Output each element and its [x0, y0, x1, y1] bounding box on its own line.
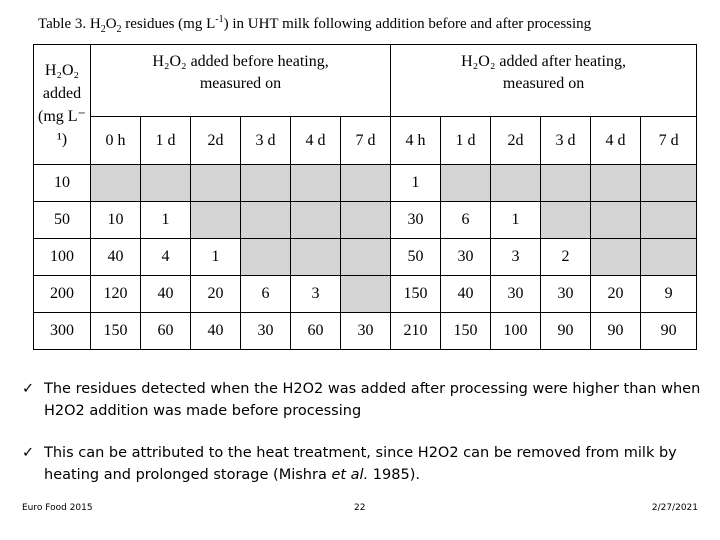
checkmark-icon: ✓ — [22, 445, 35, 461]
table-cell — [191, 202, 241, 239]
sub-header-before: 2d — [191, 117, 241, 165]
sub-header-before: 0 h — [91, 117, 141, 165]
table-cell: 30 — [391, 202, 441, 239]
bullet-text: This can be attributed to the heat treatment, since H2O2 can be removed from milk by heating and prolonged storage (Mishra et al. 1985). — [44, 445, 677, 483]
table-cell: 90 — [541, 313, 591, 350]
table-cell — [141, 165, 191, 202]
table-cell — [341, 202, 391, 239]
table-cell: 90 — [641, 313, 697, 350]
table-cell: 1 — [141, 202, 191, 239]
table-cell: 6 — [241, 276, 291, 313]
table-cell: 90 — [591, 313, 641, 350]
table-cell — [641, 202, 697, 239]
sub-header-after: 4 h — [391, 117, 441, 165]
table-cell: 40 — [441, 276, 491, 313]
table-cell: 6 — [441, 202, 491, 239]
table-cell — [641, 239, 697, 276]
table-cell — [491, 165, 541, 202]
table-cell: 150 — [441, 313, 491, 350]
table-cell: 1 — [391, 165, 441, 202]
footer-date: 2/27/2021 — [651, 503, 698, 513]
row-label: 10 — [34, 165, 91, 202]
table-cell: 40 — [141, 276, 191, 313]
table-cell — [191, 165, 241, 202]
table-row — [34, 276, 697, 313]
row-label: 300 — [34, 313, 91, 350]
sub-header-after: 1 d — [441, 117, 491, 165]
table-cell: 20 — [191, 276, 241, 313]
row-label: 100 — [34, 239, 91, 276]
table-cell: 50 — [391, 239, 441, 276]
table-cell — [341, 165, 391, 202]
sub-header-after: 4 d — [591, 117, 641, 165]
table-row — [34, 313, 697, 350]
table-caption: Table 3. $H_2O_2$ residues (mg $L^{-1}$) in UHT milk following addition before and after processing — [38, 14, 592, 35]
table-cell: 10 — [91, 202, 141, 239]
table-cell — [591, 239, 641, 276]
table-cell: 150 — [91, 313, 141, 350]
footer-left: Euro Food 2015 — [22, 503, 93, 513]
table-cell: 30 — [341, 313, 391, 350]
table-cell — [91, 165, 141, 202]
table-cell: 210 — [391, 313, 441, 350]
table-cell — [591, 165, 641, 202]
table-row — [34, 165, 697, 202]
sub-header-before: 1 d — [141, 117, 191, 165]
table-cell: 3 — [491, 239, 541, 276]
bullet-item — [22, 378, 712, 422]
table-cell: 4 — [141, 239, 191, 276]
table-cell: 2 — [541, 239, 591, 276]
table-cell — [291, 202, 341, 239]
table-cell — [541, 202, 591, 239]
checkmark-icon: ✓ — [22, 381, 35, 397]
table-cell: 1 — [191, 239, 241, 276]
table-cell: 60 — [291, 313, 341, 350]
residues-table — [33, 44, 697, 350]
row-label: 50 — [34, 202, 91, 239]
sub-header-before: 4 d — [291, 117, 341, 165]
table-cell: 1 — [491, 202, 541, 239]
corner-header: H₂O₂ added (mg L⁻ ¹) — [34, 45, 91, 165]
table-cell: 30 — [241, 313, 291, 350]
table-cell — [241, 202, 291, 239]
table-cell: 30 — [491, 276, 541, 313]
page-number: 22 — [354, 503, 366, 513]
sub-header-after: 2d — [491, 117, 541, 165]
table-cell: 150 — [391, 276, 441, 313]
table-cell — [341, 239, 391, 276]
sub-header-after: 3 d — [541, 117, 591, 165]
table-cell — [591, 202, 641, 239]
table-cell: 3 — [291, 276, 341, 313]
sub-header-after: 7 d — [641, 117, 697, 165]
table-cell: 40 — [91, 239, 141, 276]
sub-header-before: 3 d — [241, 117, 291, 165]
table-cell — [291, 165, 341, 202]
table-cell: 9 — [641, 276, 697, 313]
bullet-item — [22, 442, 712, 486]
table-cell — [541, 165, 591, 202]
table-cell — [341, 276, 391, 313]
bullet-list — [22, 378, 712, 486]
table-cell — [291, 239, 341, 276]
row-label: 200 — [34, 276, 91, 313]
table-cell — [241, 239, 291, 276]
table-cell — [241, 165, 291, 202]
table-cell: 100 — [491, 313, 541, 350]
table-row — [34, 239, 697, 276]
table-cell: 40 — [191, 313, 241, 350]
table-cell: 60 — [141, 313, 191, 350]
table-row — [34, 202, 697, 239]
table-cell: 30 — [441, 239, 491, 276]
bullet-text: The residues detected when the H2O2 was added after processing were higher than when H2O2 addition was made before processing — [44, 381, 701, 419]
table-cell: 20 — [591, 276, 641, 313]
table-cell: 120 — [91, 276, 141, 313]
table-cell — [441, 165, 491, 202]
table-cell — [641, 165, 697, 202]
group-header-before: H₂O₂ added before heating, measured on — [91, 45, 391, 117]
table-cell: 30 — [541, 276, 591, 313]
group-header-after: H₂O₂ added after heating, measured on — [391, 45, 697, 117]
sub-header-before: 7 d — [341, 117, 391, 165]
